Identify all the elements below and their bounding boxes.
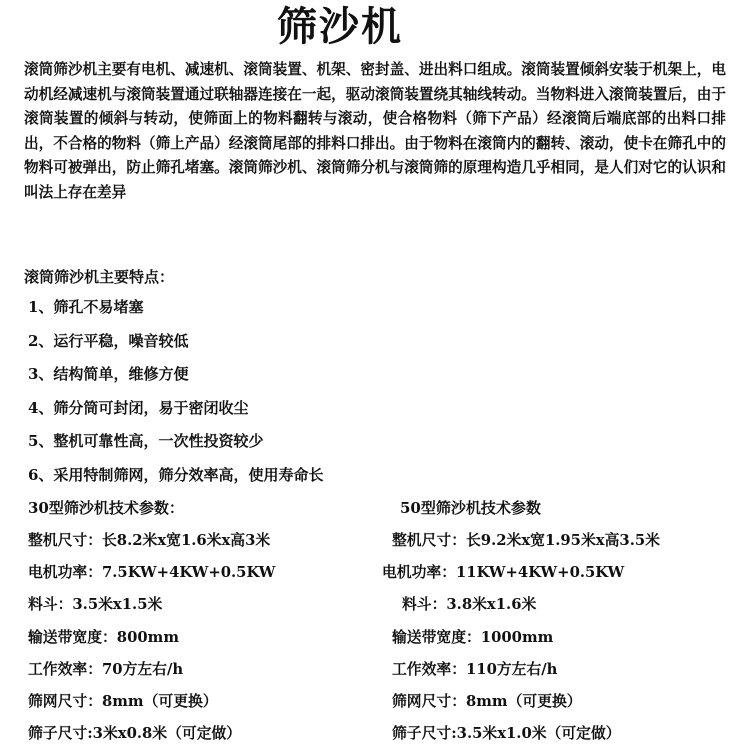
spec-50-section	[382, 495, 660, 754]
spec-30-list	[28, 529, 275, 754]
spec-50-row: 筛子尺寸:3.5米x1.0米（可定做）	[392, 725, 621, 743]
spec-30-row: 电机功率：7.5KW+4KW+0.5KW	[28, 564, 276, 582]
spec-30-row: 输送带宽度：800mm	[28, 628, 179, 646]
spec-50-list	[382, 529, 660, 754]
feature-item: 2、运行平稳，噪音较低	[28, 331, 189, 350]
spec-30-row: 整机尺寸：长8.2米x宽1.6米x高3米	[28, 532, 271, 549]
spec-50-heading: 50型筛沙机技术参数	[400, 499, 541, 517]
spec-50-row: 输送带宽度：1000mm	[392, 628, 554, 646]
spec-50-row: 料斗：3.8米x1.6米	[402, 596, 537, 614]
feature-item: 3、结构简单，维修方便	[28, 365, 189, 384]
spec-50-row: 筛网尺寸：8mm（可更换）	[392, 692, 582, 710]
feature-item: 1、筛孔不易堵塞	[28, 298, 144, 316]
feature-item: 5、整机可靠性高，一次性投资较少	[28, 432, 264, 451]
spec-30-row: 工作效率：70方左右/h	[28, 660, 184, 678]
spec-50-row: 工作效率：110方左右/h	[392, 660, 558, 678]
spec-30-row: 料斗：3.5米x1.5米	[28, 596, 163, 614]
spec-30-row: 筛网尺寸：8mm（可更换）	[28, 692, 218, 710]
spec-50-row: 整机尺寸：长9.2米x宽1.95米x高3.5米	[392, 532, 660, 549]
page-title: 筛沙机	[277, 3, 403, 50]
features-heading: 滚筒筛沙机主要特点：	[24, 268, 175, 286]
spec-50-row: 电机功率：11KW+4KW+0.5KW	[382, 564, 625, 582]
features-list	[28, 295, 323, 497]
feature-item: 6、采用特制筛网，筛分效率高，使用寿命长	[28, 465, 324, 484]
feature-item: 4、筛分筒可封闭，易于密闭收尘	[28, 398, 249, 417]
intro-paragraph: 滚筒筛沙机主要有电机、减速机、滚筒装置、机架、密封盖、进出料口组成。滚筒装置倾斜安装于机架上，电动机经减速机与滚筒装置通过联轴器连接在一起，驱动滚筒装置绕其轴线转动。当物料进入滚筒装置后，由于滚筒装置的倾斜与转动，使筛面上的物料翻转与滚动，使合格物料（筛下产品）经滚筒后端底部的出料口排出，不合格的物料（筛上产品）经滚筒尾部的排料口排出。由于物料在滚筒内的翻转、滚动，使卡在筛孔中的物料可被弹出，防止筛孔堵塞。滚筒筛沙机、滚筒筛分机与滚筒筛的原理构造几乎相同，是人们对它的认识和叫法上存在差异	[24, 61, 726, 201]
spec-30-section	[28, 495, 275, 754]
spec-30-heading: 30型筛沙机技术参数：	[28, 499, 184, 517]
spec-30-row: 筛子尺寸:3米x0.8米（可定做）	[28, 725, 242, 743]
